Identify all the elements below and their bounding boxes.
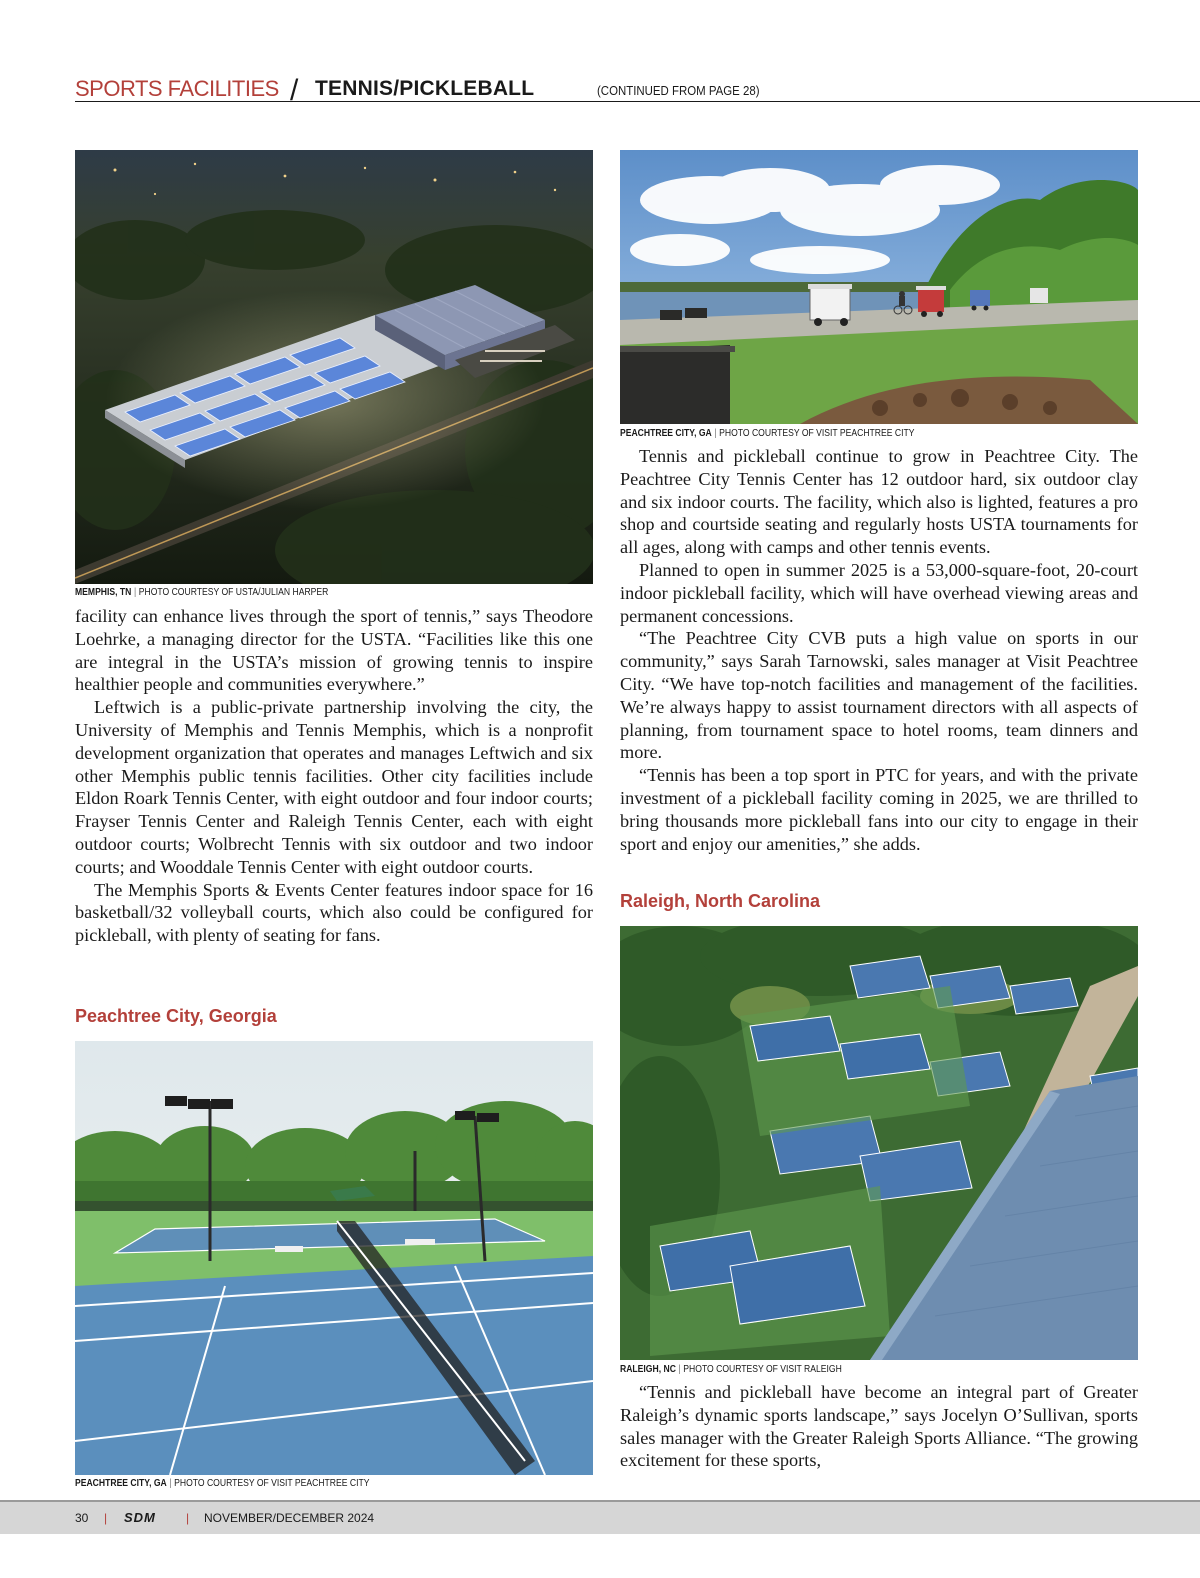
page-header [75,76,1200,106]
body-paragraph: The Memphis Sports & Events Center features indoor space for 16 basketball/32 volleyball courts, which also could be configured for pickleball, with plenty of seating for fans. [75,879,593,946]
caption-credit: PHOTO COURTESY OF VISIT PEACHTREE CITY [174,1478,370,1489]
subhead-peachtree: Peachtree City, Georgia [75,1006,277,1026]
body-paragraph: Planned to open in summer 2025 is a 53,000-square-foot, 20-court indoor pickleball facility, which will have overhead viewing areas and permanent concessions. [620,559,1138,626]
caption-separator: | [714,428,717,439]
magazine-logo: SDM [124,1510,156,1525]
body-paragraph: “Tennis has been a top sport in PTC for years, and with the private investment of a pickleball facility coming in 2025, we are thrilled to bring thousands more pickleball fans into our city to engage in their sport and enjoy our amenities,” she adds. [620,765,1138,854]
issue-date: NOVEMBER/DECEMBER 2024 [204,1511,375,1525]
caption-credit: PHOTO COURTESY OF VISIT RALEIGH [683,1364,842,1375]
header-slash: / [290,74,299,107]
body-paragraph: Leftwich is a public-private partnership involving the city, the University of Memphis and Tennis Memphis, which is a nonprofit development organization that operates and manages Leftwich and six other Memphis public tennis facilities. Other city facilities include Eldon Roark Tennis Center, with eight outdoor and four indoor courts; Frayser Tennis Center and Raleigh Tennis Center, each with eight outdoor courts; Wolbrecht Tennis with six outdoor and two indoor courts; and Wooddale Tennis Center with eight outdoor courts. [75,697,593,877]
page-number: 30 [75,1511,89,1525]
right-column-text [620,445,1138,855]
raleigh-caption [620,1364,842,1375]
peachtree-courts-photo [75,1041,593,1475]
caption-credit: PHOTO COURTESY OF USTA/JULIAN HARPER [138,587,329,598]
caption-location: MEMPHIS, TN [75,587,132,598]
caption-location: PEACHTREE CITY, GA [620,428,712,439]
memphis-caption [75,587,328,598]
footer-separator: | [104,1511,108,1525]
peachtree-courts-caption [75,1478,369,1489]
caption-credit: PHOTO COURTESY OF VISIT PEACHTREE CITY [719,428,915,439]
subhead-raleigh: Raleigh, North Carolina [620,891,821,911]
body-paragraph: Tennis and pickleball continue to grow in Peachtree City. The Peachtree City Tennis Center has 12 outdoor hard, six outdoor clay and six indoor courts. The facility, which also is lighted, features a pro shop and courtside seating and regularly hosts USTA tournaments for all ages, along with camps and other tennis events. [620,446,1138,558]
caption-location: RALEIGH, NC [620,1364,676,1375]
caption-separator: | [678,1364,681,1375]
topic-label: TENNIS/PICKLEBALL [315,77,535,100]
left-column-text [75,605,593,947]
caption-separator: | [133,587,137,598]
section-label: SPORTS FACILITIES [75,76,279,101]
raleigh-photo [620,926,1138,1360]
memphis-photo [75,150,593,584]
raleigh-text [620,1381,1138,1472]
peachtree-lake-caption [620,428,914,439]
body-paragraph: facility can enhance lives through the sport of tennis,” says Theodore Loehrke, a managing director for the USTA. “Facilities like this one are integral in the USTA’s mission of growing tennis to inspire healthier people and communities everywhere.” [75,606,593,695]
body-paragraph: “The Peachtree City CVB puts a high value on sports in our community,” says Sarah Tarnowski, sales manager at Visit Peachtree City. “We have top-notch facilities and management of the facilities. We’re always happy to assist tournament directors with all aspects of planning, from tournament space to hotel rooms, team dinners and more. [620,628,1138,763]
caption-separator: | [169,1478,172,1489]
peachtree-lake-photo [620,150,1138,424]
body-paragraph: “Tennis and pickleball have become an integral part of Greater Raleigh’s dynamic sports landscape,” says Jocelyn O’Sullivan, sports sales manager with the Greater Raleigh Sports Alliance. “The growing excitement for these sports, [620,1382,1138,1471]
continued-note: (CONTINUED FROM PAGE 28) [597,83,760,98]
caption-location: PEACHTREE CITY, GA [75,1478,167,1489]
page-footer [0,1502,1200,1534]
footer-separator: | [186,1511,190,1525]
